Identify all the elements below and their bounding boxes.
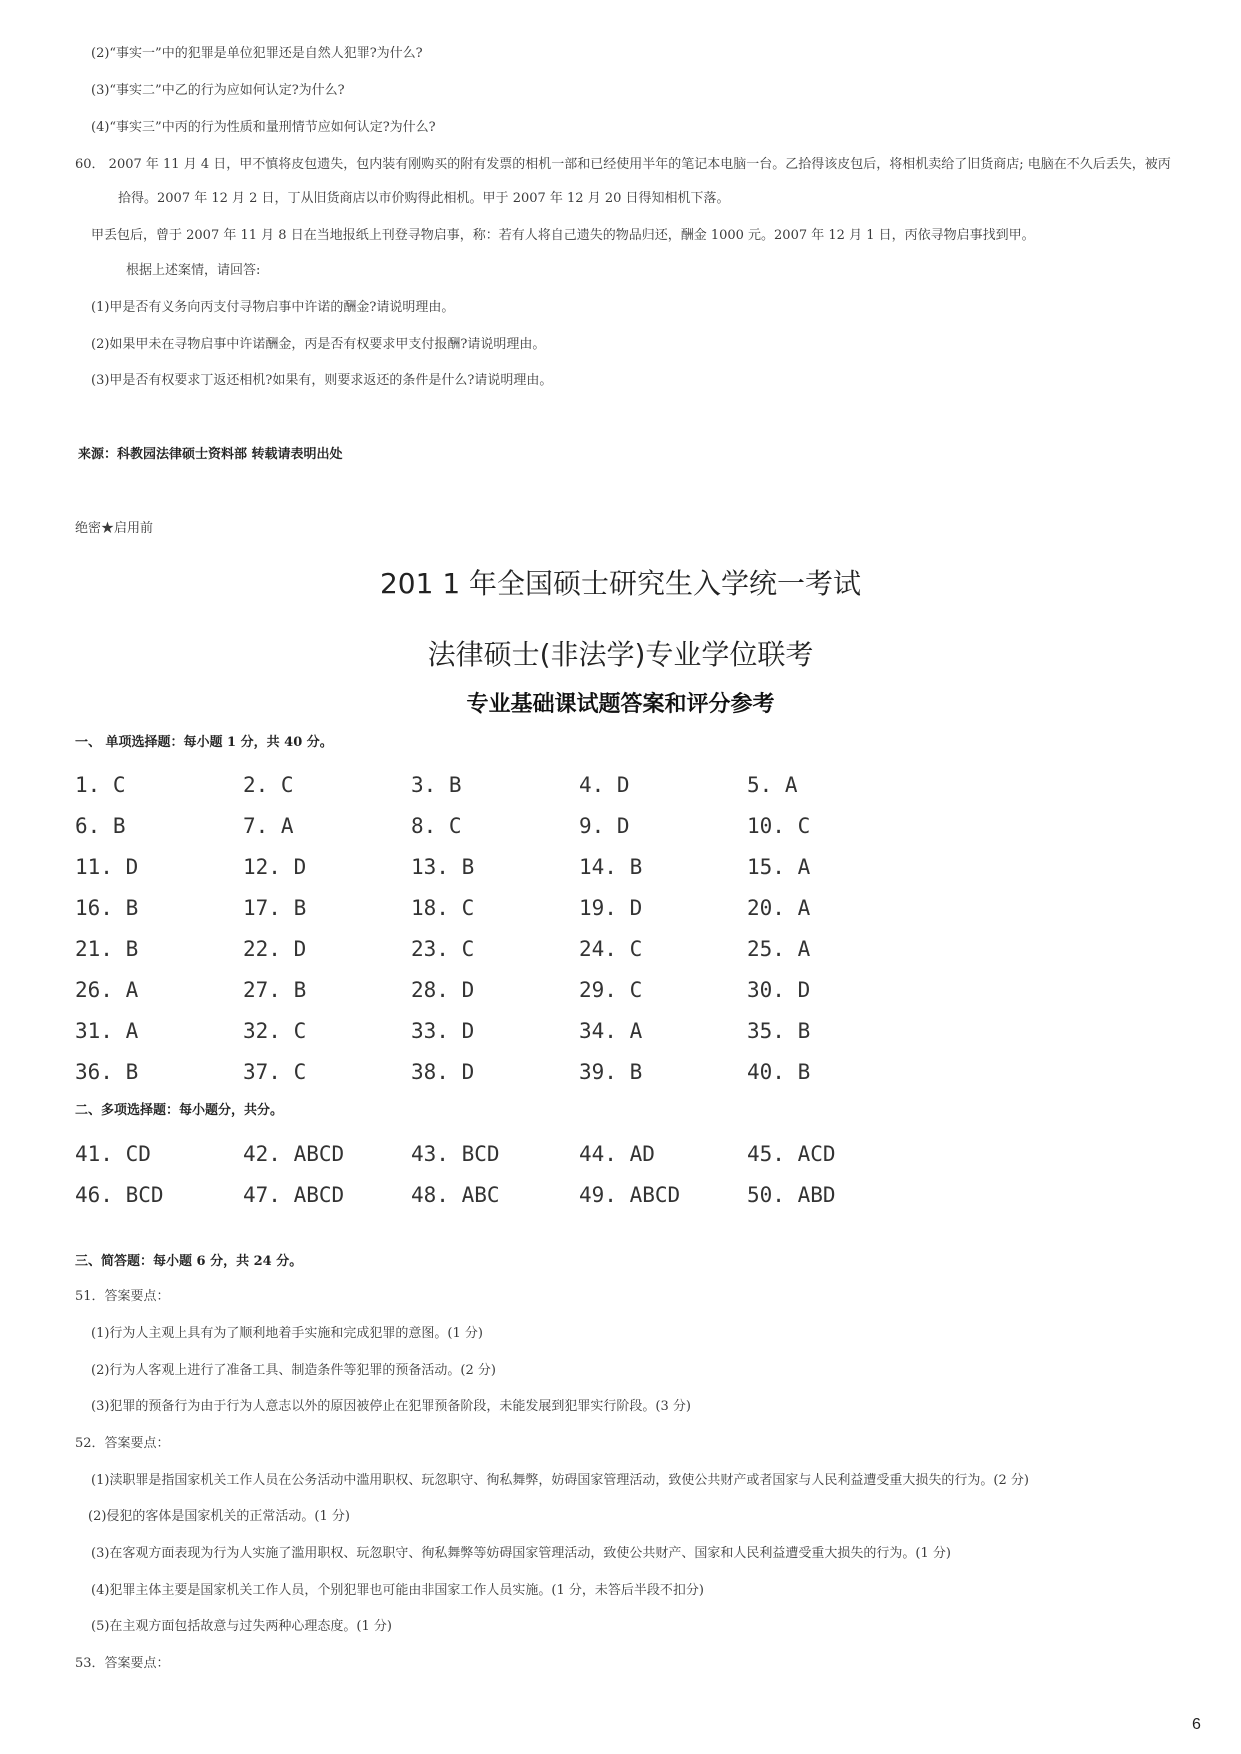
- answer-cell: 39. B: [579, 1059, 643, 1084]
- exam-subtitle: 法律硕士(非法学)专业学位联考: [427, 638, 814, 671]
- answer-cell: 49. ABCD: [579, 1182, 681, 1207]
- answer-cell: 16. B: [75, 895, 139, 920]
- answer-point: (2)侵犯的客体是国家机关的正常活动。(1 分): [88, 1509, 350, 1524]
- answer-cell: 50. ABD: [747, 1182, 836, 1207]
- answer-cell: 12. D: [243, 854, 307, 879]
- answer-cell: 28. D: [411, 977, 475, 1002]
- section-heading: 二、多项选择题：每小题分，共分。: [75, 1103, 284, 1118]
- answer-cell: 6. B: [75, 813, 126, 838]
- answer-row: [75, 887, 915, 928]
- source-note: 来源：科教园法律硕士资料部 转载请表明出处: [78, 447, 343, 462]
- answer-cell: 15. A: [747, 854, 811, 879]
- answer-heading: 53．答案要点：: [75, 1656, 170, 1671]
- answer-cell: 24. C: [579, 936, 643, 961]
- answer-cell: 37. C: [243, 1059, 307, 1084]
- answer-cell: 31. A: [75, 1018, 139, 1043]
- answer-cell: 38. D: [411, 1059, 475, 1084]
- q60-sub: (3)甲是否有权要求丁返还相机?如果有，则要求返还的条件是什么?请说明理由。: [91, 373, 553, 388]
- answer-cell: 41. CD: [75, 1141, 151, 1166]
- answer-cell: 34. A: [579, 1018, 643, 1043]
- answer-cell: 8. C: [411, 813, 462, 838]
- answer-cell: 25. A: [747, 936, 811, 961]
- answer-row: [75, 846, 915, 887]
- answer-point: (4)犯罪主体主要是国家机关工作人员，个别犯罪也可能由非国家工作人员实施。(1 分，未答后半段不扣分): [91, 1583, 704, 1598]
- answer-row: [75, 1174, 915, 1215]
- answer-cell: 26. A: [75, 977, 139, 1002]
- answer-cell: 32. C: [243, 1018, 307, 1043]
- answer-cell: 4. D: [579, 772, 630, 797]
- answer-row: [75, 928, 915, 969]
- answer-cell: 2. C: [243, 772, 294, 797]
- answer-row: [75, 1051, 915, 1092]
- answer-cell: 1. C: [75, 772, 126, 797]
- answer-point: (3)犯罪的预备行为由于行为人意志以外的原因被停止在犯罪预备阶段，未能发展到犯罪实行阶段。(3 分): [91, 1399, 691, 1414]
- answer-row: [75, 969, 915, 1010]
- answer-point: (1)渎职罪是指国家机关工作人员在公务活动中滥用职权、玩忽职守、徇私舞弊，妨碍国家管理活动，致使公共财产或者国家与人民利益遭受重大损失的行为。(2 分): [91, 1473, 1029, 1488]
- question-text: (4)“事实三”中丙的行为性质和量刑情节应如何认定?为什么?: [91, 120, 436, 135]
- answer-cell: 27. B: [243, 977, 307, 1002]
- answer-cell: 9. D: [579, 813, 630, 838]
- answer-cell: 11. D: [75, 854, 139, 879]
- section-heading: 一、 单项选择题：每小题 1 分，共 40 分。: [75, 735, 333, 750]
- q60-sub: (1)甲是否有义务向丙支付寻物启事中许诺的酬金?请说明理由。: [91, 300, 455, 315]
- answer-cell: 47. ABCD: [243, 1182, 345, 1207]
- answer-cell: 29. C: [579, 977, 643, 1002]
- answer-cell: 14. B: [579, 854, 643, 879]
- answer-cell: 36. B: [75, 1059, 139, 1084]
- answer-point: (3)在客观方面表现为行为人实施了滥用职权、玩忽职守、徇私舞弊等妨碍国家管理活动，致使公共财产、国家和人民利益遭受重大损失的行为。(1 分): [91, 1546, 951, 1561]
- answer-row: [75, 1133, 915, 1174]
- answer-cell: 19. D: [579, 895, 643, 920]
- answer-cell: 3. B: [411, 772, 462, 797]
- question-text: (3)“事实二”中乙的行为应如何认定?为什么?: [91, 83, 345, 98]
- answer-cell: 10. C: [747, 813, 811, 838]
- answer-cell: 23. C: [411, 936, 475, 961]
- q60-line: 甲丢包后，曾于 2007 年 11 月 8 日在当地报纸上刊登寻物启事，称：若有人将自己遗失的物品归还，酬金 1000 元。2007 年 12 月 1 日，丙依寻物启事找到甲。: [91, 228, 1035, 243]
- answer-cell: 13. B: [411, 854, 475, 879]
- exam-title: 201 1 年全国硕士研究生入学统一考试: [379, 567, 862, 600]
- answer-cell: 45. ACD: [747, 1141, 836, 1166]
- q60-line: 60． 2007 年 11 月 4 日，甲不慎将皮包遗失，包内装有刚购买的附有发票的相机一部和已经使用半年的笔记本电脑一台。乙拾得该皮包后，将相机卖给了旧货商店; 电脑在不久后丢失，被丙: [75, 157, 1171, 172]
- answer-cell: 22. D: [243, 936, 307, 961]
- answer-cell: 18. C: [411, 895, 475, 920]
- answer-cell: 44. AD: [579, 1141, 655, 1166]
- answer-cell: 35. B: [747, 1018, 811, 1043]
- answer-cell: 7. A: [243, 813, 294, 838]
- page-number: 6: [1192, 1716, 1201, 1733]
- answer-cell: 30. D: [747, 977, 811, 1002]
- multi-choice-answers: [75, 1133, 915, 1215]
- answer-cell: 46. BCD: [75, 1182, 164, 1207]
- q60-sub: (2)如果甲未在寻物启事中许诺酬金，丙是否有权要求甲支付报酬?请说明理由。: [91, 337, 546, 352]
- answer-cell: 43. BCD: [411, 1141, 500, 1166]
- q60-line: 根据上述案情，请回答:: [126, 263, 261, 278]
- secret-mark: 绝密★启用前: [75, 521, 154, 536]
- answer-cell: 40. B: [747, 1059, 811, 1084]
- answer-cell: 42. ABCD: [243, 1141, 345, 1166]
- answer-cell: 5. A: [747, 772, 798, 797]
- answer-point: (5)在主观方面包括故意与过失两种心理态度。(1 分): [91, 1619, 392, 1634]
- answer-heading: 51．答案要点：: [75, 1289, 170, 1304]
- question-text: (2)“事实一”中的犯罪是单位犯罪还是自然人犯罪?为什么?: [91, 46, 423, 61]
- answer-cell: 33. D: [411, 1018, 475, 1043]
- answer-title: 专业基础课试题答案和评分参考: [466, 692, 775, 717]
- answer-point: (2)行为人客观上进行了准备工具、制造条件等犯罪的预备活动。(2 分): [91, 1363, 496, 1378]
- answer-cell: 17. B: [243, 895, 307, 920]
- section-heading: 三、简答题：每小题 6 分，共 24 分。: [75, 1254, 303, 1269]
- answer-heading: 52．答案要点：: [75, 1436, 170, 1451]
- answer-row: [75, 805, 915, 846]
- answer-cell: 48. ABC: [411, 1182, 500, 1207]
- answer-point: (1)行为人主观上具有为了顺利地着手实施和完成犯罪的意图。(1 分): [91, 1326, 483, 1341]
- answer-row: [75, 764, 915, 805]
- q60-line: 拾得。2007 年 12 月 2 日，丁从旧货商店以市价购得此相机。甲于 2007 年 12 月 20 日得知相机下落。: [118, 191, 730, 206]
- single-choice-answers: [75, 764, 915, 1092]
- answer-cell: 20. A: [747, 895, 811, 920]
- answer-row: [75, 1010, 915, 1051]
- answer-cell: 21. B: [75, 936, 139, 961]
